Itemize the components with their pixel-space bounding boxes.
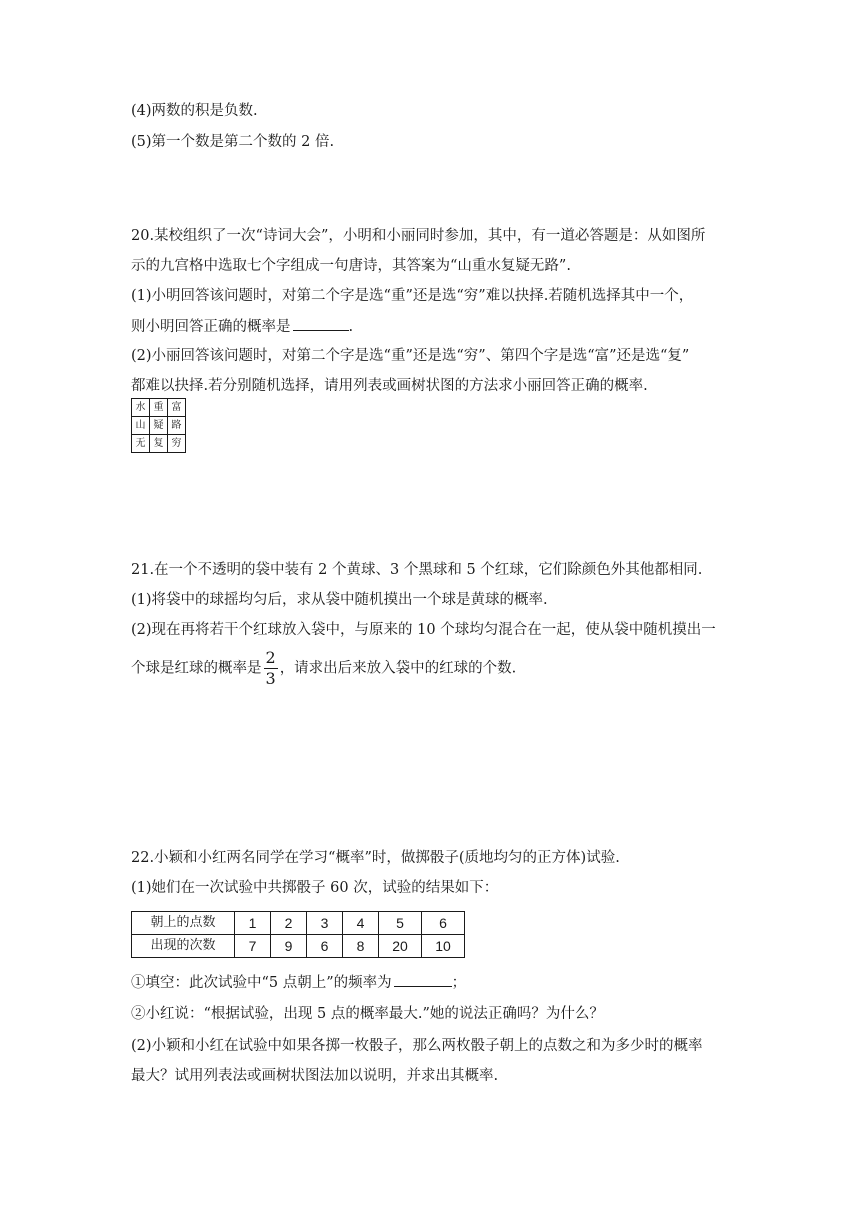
- q20-line-4-end: .: [348, 319, 354, 335]
- q22-line-6: 最大？试用列表法或画树状图法加以说明，并求出其概率.: [131, 1068, 499, 1084]
- table-row: [132, 912, 465, 935]
- table-cell: 5: [379, 912, 422, 935]
- q20-line-1: 20.某校组织了一次“诗词大会”，小明和小丽同时参加，其中，有一道必答题是：从如图所: [131, 228, 706, 244]
- table-cell: 10: [422, 935, 465, 958]
- grid-cell: 重: [150, 399, 168, 417]
- table-cell: 8: [343, 935, 379, 958]
- table-cell: 6: [307, 935, 343, 958]
- q20-line-5: (2)小丽回答该问题时，对第二个字是选“重”还是选“穷”、第四个字是选“富”还是选“复”: [131, 348, 690, 364]
- table-row: [132, 935, 465, 958]
- grid-cell: 无: [132, 435, 150, 453]
- table-cell: 4: [343, 912, 379, 935]
- nine-grid: [131, 398, 186, 453]
- table-cell: 1: [235, 912, 271, 935]
- q22-line-1: 22.小颖和小红两名同学在学习“概率”时，做掷骰子(质地均匀的正方体)试验.: [131, 850, 620, 866]
- q22-line-4: ②小红说：“根据试验，出现 5 点的概率最大.”她的说法正确吗？为什么？: [131, 1006, 604, 1022]
- fraction-numerator: 2: [265, 648, 276, 667]
- q22-line-3-end: ；: [451, 975, 467, 991]
- answer-blank: [394, 972, 452, 987]
- grid-cell: 复: [150, 435, 168, 453]
- q20-line-6: 都难以抉择.若分别随机选择，请用列表或画树状图的方法求小丽回答正确的概率.: [131, 378, 648, 394]
- q20-line-2: 示的九宫格中选取七个字组成一句唐诗，其答案为“山重水复疑无路”.: [131, 258, 571, 274]
- q21-line-1: 21.在一个不透明的袋中装有 2 个黄球、3 个黑球和 5 个红球，它们除颜色外其他都相同.: [131, 562, 703, 578]
- table-header-counts: 出现的次数: [132, 935, 235, 958]
- dice-result-table: [131, 911, 465, 958]
- q21-line-3: (2)现在再将若干个红球放入袋中，与原来的 10 个球均匀混合在一起，使从袋中随机摸出一: [131, 622, 716, 638]
- table-cell: 6: [422, 912, 465, 935]
- table-cell: 20: [379, 935, 422, 958]
- q22-line-3: [131, 972, 466, 993]
- table-cell: 2: [271, 912, 307, 935]
- q20-line-4-text: 则小明回答正确的概率是: [131, 319, 291, 335]
- table-cell: 9: [271, 935, 307, 958]
- q19-item-4: (4)两数的积是负数.: [131, 103, 258, 119]
- q22-line-3-text: ①填空：此次试验中“5 点朝上”的频率为: [131, 975, 392, 991]
- fraction: [264, 648, 278, 689]
- table-cell: 3: [307, 912, 343, 935]
- grid-cell: 水: [132, 399, 150, 417]
- table-header-points: 朝上的点数: [132, 912, 235, 935]
- q20-line-3: (1)小明回答该问题时，对第二个字是选“重”还是选“穷”难以抉择.若随机选择其中一个，: [131, 288, 694, 304]
- grid-cell: 富: [168, 399, 186, 417]
- fraction-denominator: 3: [265, 669, 276, 688]
- q21-line-4-text: 个球是红球的概率是: [131, 660, 262, 677]
- q19-item-5: (5)第一个数是第二个数的 2 倍.: [131, 134, 335, 150]
- q20-line-4: [131, 316, 353, 337]
- table-cell: 7: [235, 935, 271, 958]
- q21-line-4-end: ，请求出后来放入袋中的红球的个数.: [279, 660, 517, 677]
- q21-line-2: (1)将袋中的球摇均匀后，求从袋中随机摸出一个球是黄球的概率.: [131, 592, 548, 608]
- grid-cell: 路: [168, 417, 186, 435]
- q22-line-5: (2)小颖和小红在试验中如果各掷一枚骰子，那么两枚骰子朝上的点数之和为多少时的概率: [131, 1038, 703, 1054]
- grid-cell: 疑: [150, 417, 168, 435]
- q21-line-4: [131, 648, 516, 689]
- grid-cell: 穷: [168, 435, 186, 453]
- answer-blank: [293, 316, 349, 331]
- grid-cell: 山: [132, 417, 150, 435]
- q22-line-2: (1)她们在一次试验中共掷骰子 60 次，试验的结果如下：: [131, 880, 499, 896]
